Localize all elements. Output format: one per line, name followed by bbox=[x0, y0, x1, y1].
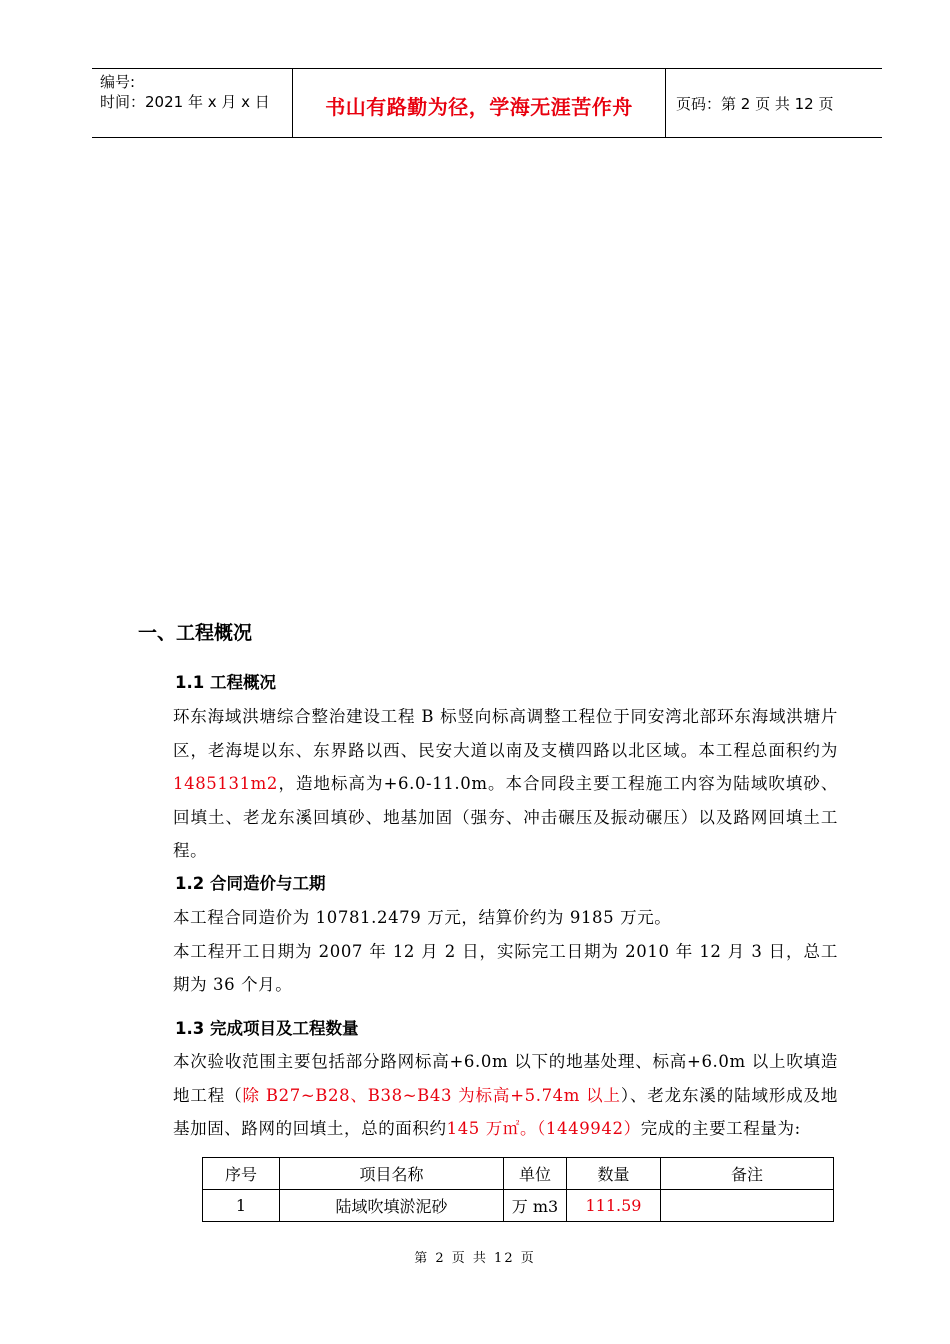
table-header-row bbox=[203, 1158, 834, 1190]
header-page-cell bbox=[666, 69, 882, 137]
table-row bbox=[203, 1190, 834, 1222]
row-name: 陆域吹填淤泥砂 bbox=[280, 1190, 504, 1222]
paragraph-overview bbox=[138, 700, 838, 868]
header-cell-quantity: 数量 bbox=[567, 1158, 661, 1190]
serial-label: 编号: bbox=[100, 73, 136, 91]
overview-text-b: ，造地标高为+6.0-11.0m。本合同段主要工程施工内容为陆域吹填砂、回填土、老龙东溪回填砂、地基加固（强夯、冲击碾压及振动碾压）以及路网回填土工程。 bbox=[173, 774, 838, 860]
row-unit: 万 m3 bbox=[504, 1190, 567, 1222]
quantity-table bbox=[202, 1157, 834, 1222]
page-code: 页码：第 2 页 共 12 页 bbox=[676, 95, 834, 113]
area-value: 1485131m2 bbox=[173, 774, 279, 793]
header-cell-index: 序号 bbox=[203, 1158, 280, 1190]
header-cell-name: 项目名称 bbox=[280, 1158, 504, 1190]
scope-text-b: ）、老龙东溪的陆域形成及地基加固、路网的回填土，总的面积约 bbox=[173, 1085, 838, 1138]
subsection-title-1-2: 1.2 合同造价与工期 bbox=[175, 874, 326, 893]
scope-text-c: 完成的主要工程量为: bbox=[640, 1119, 801, 1138]
scope-text-a: 本次验收范围主要包括部分路网标高+6.0m 以下的地基处理、标高+6.0m 以上吹填造地工程（ bbox=[173, 1052, 838, 1105]
cost-text: 本工程合同造价为 10781.2479 万元，结算价约为 9185 万元。 bbox=[173, 908, 672, 927]
header-cell-note: 备注 bbox=[661, 1158, 834, 1190]
page-header bbox=[92, 68, 882, 138]
subsection-title-1-1: 1.1 工程概况 bbox=[175, 673, 276, 692]
motto: 书山有路勤为径，学海无涯苦作舟 bbox=[325, 95, 633, 119]
scope-exception: 除 B27~B28、B38~B43 为标高+5.74m 以上 bbox=[242, 1085, 621, 1105]
paragraph-scope bbox=[138, 1045, 838, 1146]
section-title: 一、工程概况 bbox=[138, 622, 253, 644]
header-motto-cell bbox=[293, 69, 666, 137]
paragraph-cost bbox=[138, 901, 838, 1002]
page-footer: 第 2 页 共 12 页 bbox=[414, 1251, 536, 1266]
subsection-title-1-3: 1.3 完成项目及工程数量 bbox=[175, 1019, 359, 1038]
row-index: 1 bbox=[203, 1190, 280, 1222]
time-label: 时间：2021 年 x 月 x 日 bbox=[100, 93, 270, 111]
row-note bbox=[661, 1190, 834, 1222]
row-quantity: 111.59 bbox=[567, 1190, 661, 1222]
header-cell-unit: 单位 bbox=[504, 1158, 567, 1190]
header-meta-cell bbox=[92, 69, 293, 137]
total-area: 145 万㎡。（1449942） bbox=[446, 1119, 641, 1138]
overview-text-a: 环东海域洪塘综合整治建设工程 B 标竖向标高调整工程位于同安湾北部环东海域洪塘片区，老海堤以东、东界路以西、民安大道以南及支横四路以北区域。本工程总面积约为 bbox=[173, 707, 838, 760]
schedule-text: 本工程开工日期为 2007 年 12 月 2 日，实际完工日期为 2010 年 12 月 3 日，总工期为 36 个月。 bbox=[173, 941, 838, 994]
